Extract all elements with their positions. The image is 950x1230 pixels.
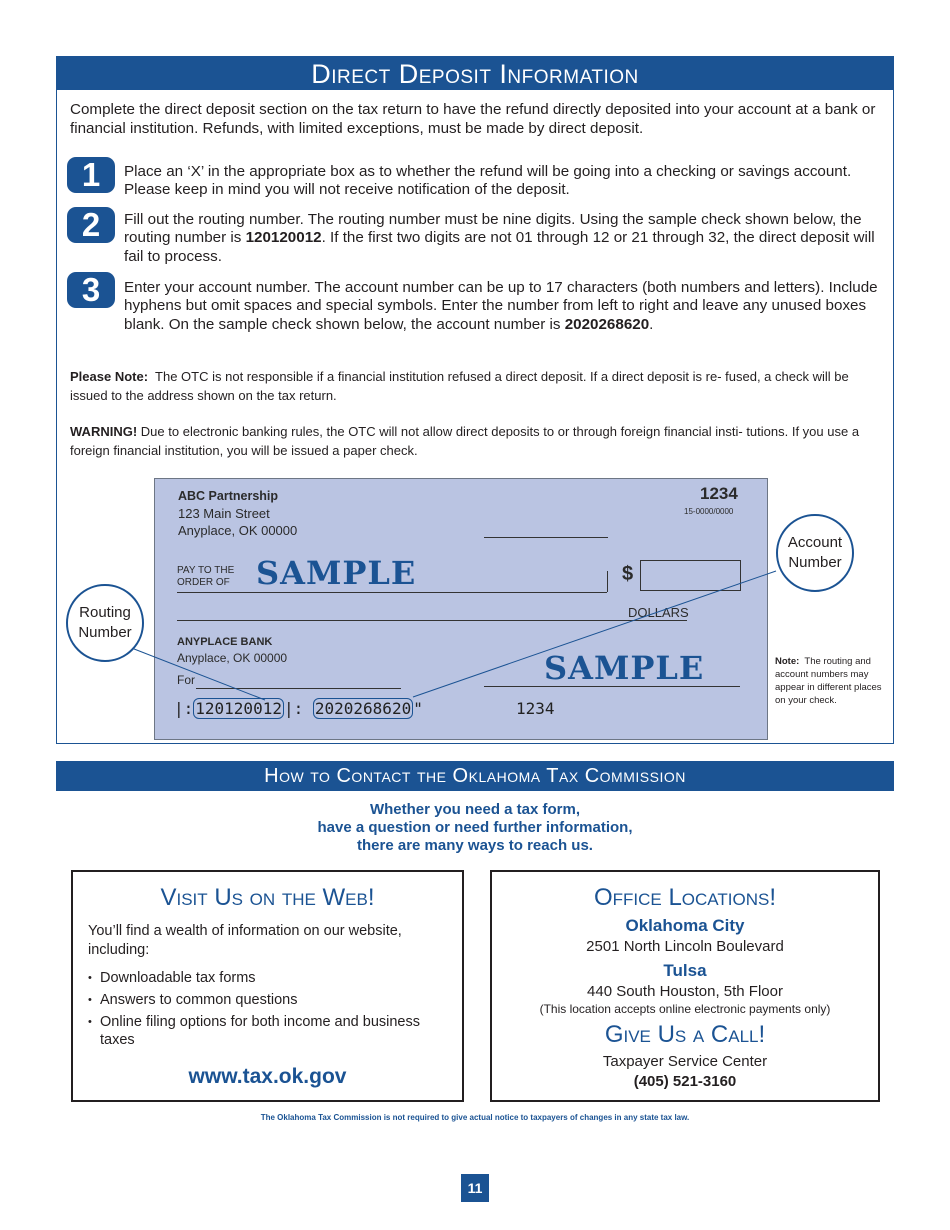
list-item: • Answers to common questions	[88, 991, 448, 1009]
disclaimer: The Oklahoma Tax Commission is not required to give actual notice to taxpayers of changes in any state tax law.	[260, 1113, 690, 1122]
bank-city: Anyplace, OK 00000	[177, 651, 288, 665]
list-item: • Online filing options for both income and business taxes	[88, 1013, 448, 1049]
account-number-bold: 2020268620	[564, 315, 650, 333]
web-box-title: Visit Us on the Web!	[160, 884, 375, 911]
web-box	[71, 870, 464, 1102]
page-number: 11	[461, 1174, 489, 1202]
tagline-1: Whether you need a tax form,	[369, 801, 581, 818]
bank-name: ANYPLACE BANK	[177, 636, 273, 648]
tagline-2: have a question or need further information,	[317, 819, 633, 836]
step-3-text: Enter your account number. The account number can be up to 17 characters (both numbers and letters). Include hyphens but omit spaces and special symbols. Enter the number from left to right and leave any unused boxes blank. On the sample check shown below, the account number is 2020268620.	[124, 279, 878, 333]
dollar-sign: $	[622, 563, 634, 585]
phone-number[interactable]: (405) 521-3160	[633, 1073, 737, 1090]
office-city-2: Tulsa	[663, 961, 707, 980]
payer-city: Anyplace, OK 00000	[178, 523, 298, 538]
please-note: Please Note: The OTC is not responsible if a financial institution refused a direct deposit. If a direct deposit is re- fused, a check will be issued to the address shown on the tax return.	[70, 369, 849, 403]
office-box-title: Office Locations!	[594, 884, 776, 911]
sample-signature: SAMPLE	[544, 649, 705, 687]
account-number-callout: Account Number	[776, 514, 854, 592]
account-callout-line	[413, 571, 776, 697]
contact-title: How to Contact the Oklahoma Tax Commission	[56, 761, 894, 791]
step-1-badge: 1	[67, 157, 115, 193]
micr-account: 2020268620	[314, 699, 412, 718]
payer-name: ABC Partnership	[178, 489, 279, 503]
routing-callout-line	[129, 647, 265, 700]
web-box-intro: You’ll find a wealth of information on our website, including:	[88, 923, 402, 958]
step-1-text: Place an ‘X’ in the appropriate box as to whether the refund will be going into a checking or savings account. Please keep in mind you will not receive notification of the deposit.	[124, 163, 852, 199]
step-2-text: Fill out the routing number. The routing number must be nine digits. Using the sample check shown below, the routing number is 120120012. If the first two digits are not 01 through 12 or 21 through 32, the direct deposit will fail to process.	[124, 211, 875, 265]
routing-number-bold: 120120012	[245, 229, 322, 247]
step-2-badge: 2	[67, 207, 115, 243]
call-title: Give Us a Call!	[604, 1021, 766, 1048]
warning-note: WARNING! Due to electronic banking rules, the OTC will not allow direct deposits to or through foreign financial insti- tutions. If you use a foreign financial institution, you will be issued a paper check.	[70, 424, 860, 458]
pay-to-label-2: ORDER OF	[177, 577, 230, 588]
micr-check-number: 1234	[516, 699, 555, 718]
micr-routing: 120120012	[195, 699, 282, 718]
office-address-1: 2501 North Lincoln Boulevard	[586, 938, 784, 955]
service-center: Taxpayer Service Center	[602, 1053, 768, 1070]
web-box-list	[88, 969, 448, 1053]
office-address-2: 440 South Houston, 5th Floor	[587, 983, 783, 1000]
check-number: 1234	[700, 484, 738, 503]
list-item: • Downloadable tax forms	[88, 969, 448, 987]
memo-label: For	[177, 673, 195, 687]
tagline-3: there are many ways to reach us.	[357, 837, 593, 854]
micr-line: |: 120120012 |: 2020268620 "	[174, 699, 423, 718]
website-link[interactable]: www.tax.ok.gov	[188, 1065, 347, 1088]
routing-number-callout: Routing Number	[66, 584, 144, 662]
sample-payee: SAMPLE	[256, 554, 417, 592]
office-box	[490, 870, 880, 1102]
payer-street: 123 Main Street	[178, 506, 270, 521]
check-side-note: Note: The routing and account numbers may appear in different places on your check.	[775, 656, 882, 706]
step-3-badge: 3	[67, 272, 115, 308]
dollars-label: DOLLARS	[628, 605, 689, 620]
office-note-2: (This location accepts online electronic payments only)	[539, 1002, 831, 1016]
pay-to-label-1: PAY TO THE	[177, 565, 235, 576]
office-city-1: Oklahoma City	[625, 916, 745, 935]
direct-deposit-intro: Complete the direct deposit section on the tax return to have the refund directly deposited into your account at a bank or financial institution. Refunds, with limited exceptions, must be made by direct deposit.	[70, 101, 876, 137]
direct-deposit-title: Direct Deposit Information	[56, 56, 894, 90]
check-fraction: 15-0000/0000	[684, 507, 734, 516]
